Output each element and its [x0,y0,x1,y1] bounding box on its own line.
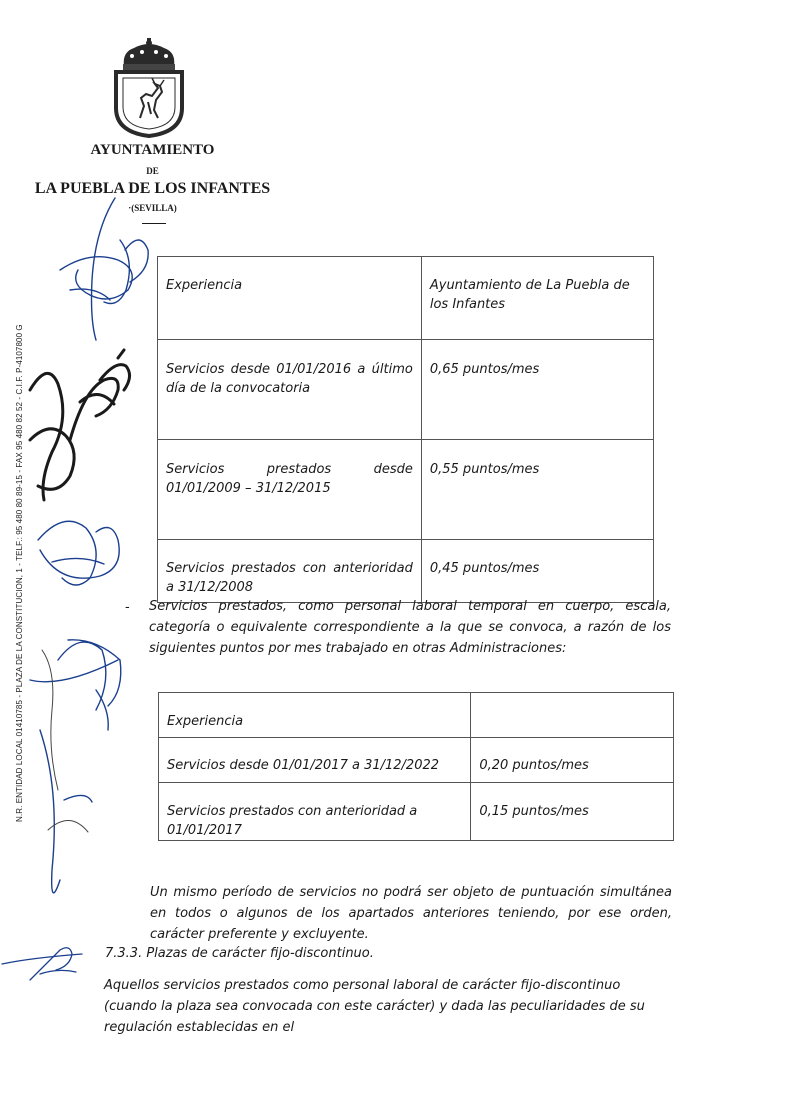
table-header-cell: Experiencia [159,693,471,738]
header-province: ·(SEVILLA) [128,203,177,213]
header-title: AYUNTAMIENTO [90,142,215,158]
paragraph-other-administrations: Servicios prestados, como personal laboral temporal en cuerpo, escala, categoría o equivalente correspondiente a la que se convoca, a razón de los siguientes puntos por mes trabajado en otras Administraciones: [149,599,671,656]
bullet-dash: - [125,600,130,615]
table-cell: Servicios prestados con anterioridad a 31/12/2008 [158,540,422,603]
table-cell: Servicios prestados con anterioridad a 01/01/2017 [159,783,471,841]
signatures-icon [0,190,160,990]
table-header-cell: Ayuntamiento de La Puebla de los Infantes [421,257,653,340]
table-cell: 0,55 puntos/mes [421,440,653,540]
small-signature-icon [0,940,90,985]
table-header-cell: Experiencia [158,257,422,340]
section-heading: 7.3.3. Plazas de carácter fijo-discontinuo. [105,946,374,961]
table-cell: 0,65 puntos/mes [421,340,653,440]
table-cell: Servicios desde 01/01/2016 a último día de la convocatoria [158,340,422,440]
header-municipality: LA PUEBLA DE LOS INFANTES [34,180,271,197]
table-row [159,738,674,783]
paragraph-simultaneous: Un mismo período de servicios no podrá ser objeto de puntuación simultánea en todos o algunos de los apartados anteriores teniendo, por ese orden, carácter preferente y excluyente. [150,885,672,942]
table-row [158,440,654,540]
table-cell: 0,20 puntos/mes [471,738,674,783]
municipal-crest-icon [108,38,190,138]
paragraph-fijo-discontinuo: Aquellos servicios prestados como personal laboral de carácter fijo-discontinuo (cuando la plaza sea convocada con este carácter) y dada las peculiaridades de su regulación establecidas en el [104,978,645,1035]
table-cell: 0,45 puntos/mes [421,540,653,603]
table-cell: Servicios desde 01/01/2017 a 31/12/2022 [159,738,471,783]
header-de: DE [146,166,159,176]
table-row [158,340,654,440]
table-header-cell [471,693,674,738]
table-experience-other [158,692,674,841]
side-contact-text: N.R. ENTIDAD LOCAL 01410785 - PLAZA DE LA CONSTITUCION, 1 - TELF.: 95 480 80 89-15 - FAX 95 480 82 52 - C.I.F. P-4107800 G [15,324,24,822]
table-cell: Servicios prestados desde 01/01/2009 – 31/12/2015 [158,440,422,540]
table-header-row [159,693,674,738]
table-row [158,540,654,603]
table-header-row [158,257,654,340]
table-row [159,783,674,841]
table-cell: 0,15 puntos/mes [471,783,674,841]
table-experience-ayuntamiento [157,256,654,603]
